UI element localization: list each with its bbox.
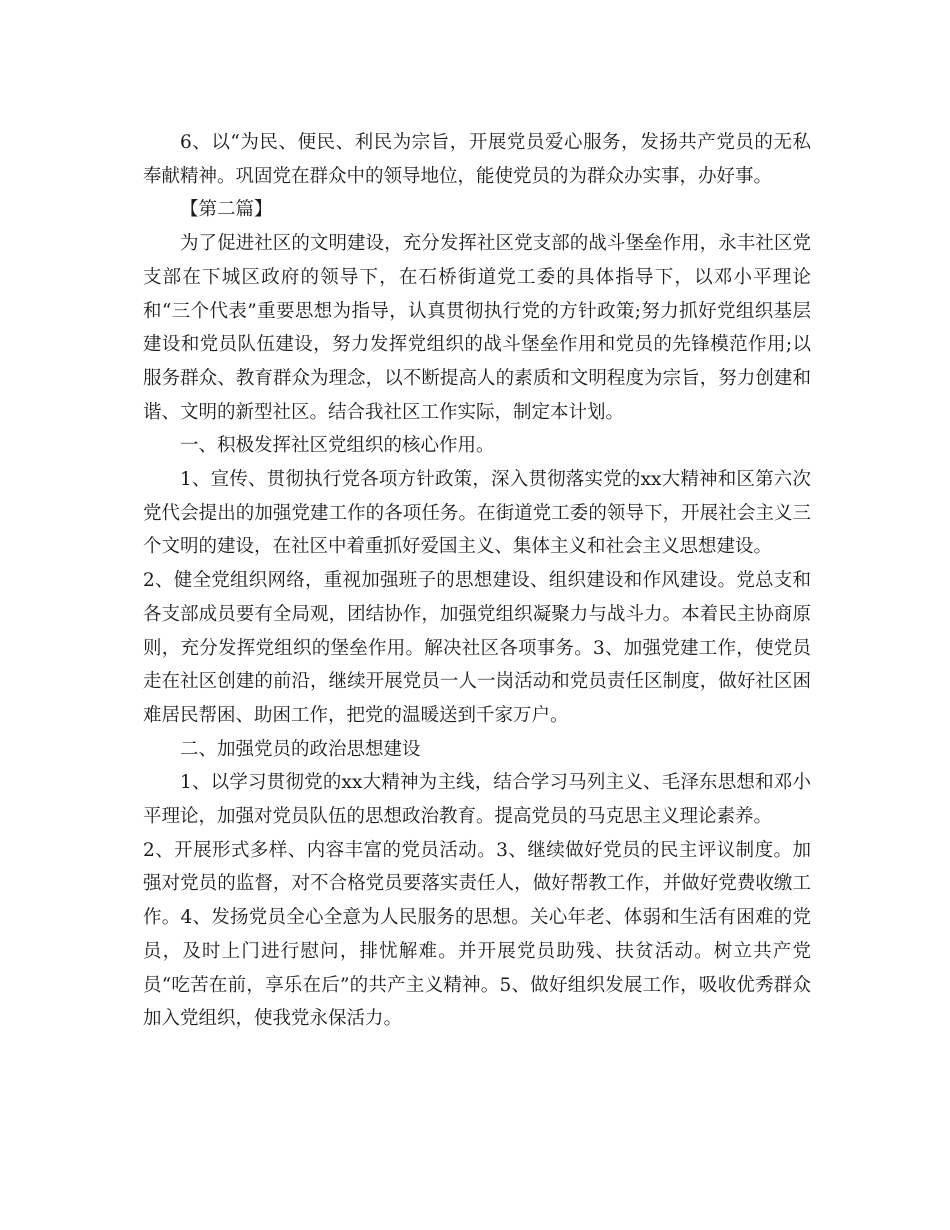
paragraph-section-two-item-1: 1、以学习贯彻党的xx大精神为主线，结合学习马列主义、毛泽东思想和邓小平理论，加强对党员队伍的思想政治教育。提高党员的马克思主义理论素养。 bbox=[143, 772, 811, 828]
paragraph-section-one-item-1: 1、宣传、贯彻执行党各项方针政策，深入贯彻落实党的xx大精神和区第六次党代会提出的加强党建工作的各项任务。在街道党工委的领导下，开展社会主义三个文明的建设，在社区中着重抓好爱国主义、集体主义和社会主义思想建设。 bbox=[143, 469, 811, 558]
paragraph-item-6: 6、以“为民、便民、利民为宗旨，开展党员爱心服务，发扬共产党员的无私奉献精神。巩固党在群众中的领导地位，能使党员的为群众办实事，办好事。 bbox=[143, 132, 811, 187]
paragraph-intro: 为了促进社区的文明建设，充分发挥社区党支部的战斗堡垒作用，永丰社区党支部在下城区政府的领导下，在石桥街道党工委的具体指导下，以邓小平理论和“三个代表”重要思想为指导，认真贯彻执行党的方针政策;努力抓好党组织基层建设和党员队伍建设，努力发挥党组织的战斗堡垒作用和党员的先锋模范作用;以服务群众、教育群众为理念，以不断提高人的素质和文明程度为宗旨，努力创建和谐、文明的新型社区。结合我社区工作实际，制定本计划。 bbox=[143, 233, 811, 423]
heading-section-two: 二、加强党员的政治思想建设 bbox=[180, 738, 421, 760]
paragraph-section-two-items-2-5: 2、开展形式多样、内容丰富的党员活动。3、继续做好党员的民主评议制度。加强对党员的监督，对不合格党员要落实责任人，做好帮教工作，并做好党费收缴工作。4、发扬党员全心全意为人民服务的思想。关心年老、体弱和生活有困难的党员，及时上门进行慰问，排忧解难。并开展党员助残、扶贫活动。树立共产党员“吃苦在前，享乐在后”的共产主义精神。5、做好组织发展工作，吸收优秀群众加入党组织，使我党永保活力。 bbox=[143, 839, 811, 1030]
document-page bbox=[143, 126, 811, 1036]
section-title-second-part: 【第二篇】 bbox=[180, 199, 273, 221]
paragraph-section-one-items-2-3: 2、健全党组织网络，重视加强班子的思想建设、组织建设和作风建设。党总支和各支部成员要有全局观，团结协作，加强党组织凝聚力与战斗力。本着民主协商原则，充分发挥党组织的堡垒作用。解决社区各项事务。3、加强党建工作，使党员走在社区创建的前沿，继续开展党员一人一岗活动和党员责任区制度，做好社区困难居民帮困、助困工作，把党的温暖送到千家万户。 bbox=[143, 570, 811, 726]
heading-section-one: 一、积极发挥社区党组织的核心作用。 bbox=[180, 435, 495, 457]
